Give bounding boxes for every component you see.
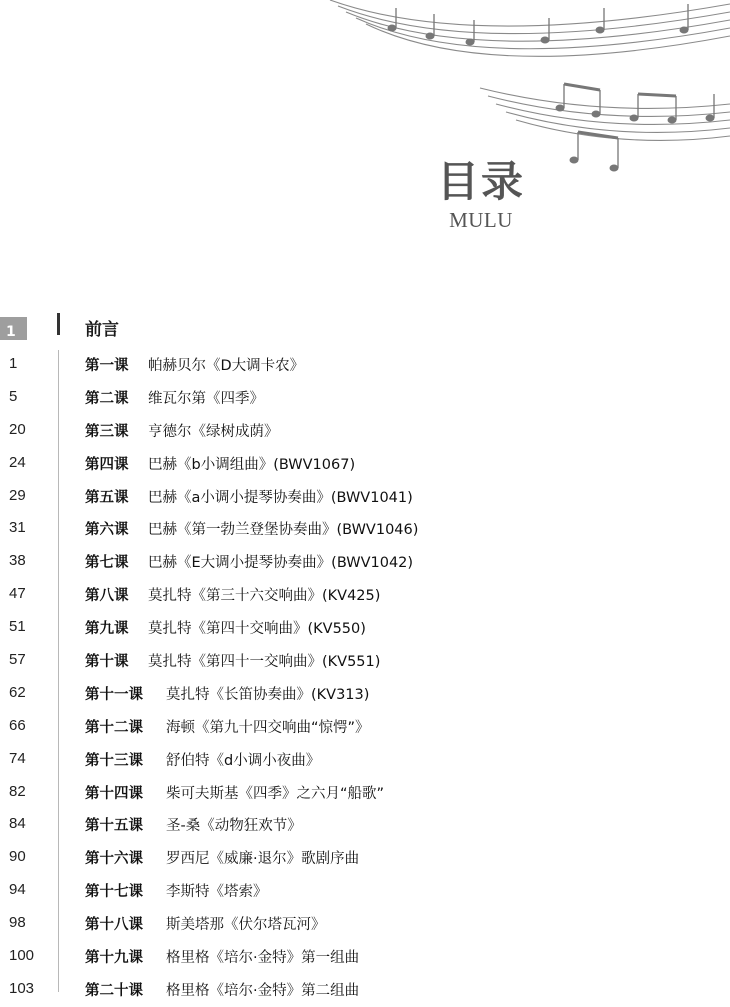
toc-work-title: 圣-桑《动物狂欢节》 — [166, 818, 302, 835]
toc-work-title: 巴赫《E大调小提琴协奏曲》(BWV1042) — [148, 555, 414, 572]
toc-lesson: 第七课 — [85, 555, 129, 572]
toc-work-title: 莫扎特《第三十六交响曲》(KV425) — [148, 588, 381, 605]
toc-lesson: 第十八课 — [85, 917, 143, 934]
toc-entry[interactable] — [0, 908, 730, 941]
toc-page-number: 103 — [9, 979, 35, 997]
toc-page-number: 90 — [9, 848, 26, 866]
toc-lesson: 第一课 — [85, 358, 129, 374]
toc-work-title: 舒伯特《d小调小夜曲》 — [166, 752, 321, 769]
toc-entry[interactable] — [0, 941, 730, 974]
toc-page-number: 38 — [9, 552, 26, 570]
toc-page-number: 98 — [9, 914, 26, 932]
toc-page-number: 5 — [9, 387, 18, 405]
toc-work-title: 亨德尔《绿树成荫》 — [148, 423, 279, 440]
toc-work-title: 罗西尼《威廉·退尔》歌剧序曲 — [166, 851, 360, 868]
toc-entry[interactable] — [0, 777, 730, 810]
toc-entry[interactable] — [0, 349, 730, 382]
toc-page-number: 29 — [9, 486, 26, 504]
toc-entry[interactable] — [0, 711, 730, 744]
toc-work-title: 莫扎特《第四十交响曲》(KV550) — [148, 621, 366, 638]
toc-entry[interactable] — [0, 612, 730, 645]
toc-lesson: 第十课 — [85, 654, 129, 671]
toc-work-title: 斯美塔那《伏尔塔瓦河》 — [166, 917, 326, 934]
toc-list — [0, 349, 730, 1007]
toc-page-number: 1 — [9, 355, 18, 372]
toc-page-number: 47 — [9, 585, 26, 603]
toc-lesson: 第十二课 — [85, 719, 143, 736]
toc-lesson: 第十九课 — [85, 950, 143, 967]
toc-work-title: 莫扎特《长笛协奏曲》(KV313) — [166, 686, 370, 703]
toc-work-title: 巴赫《第一勃兰登堡协奏曲》(BWV1046) — [148, 522, 419, 539]
toc-lesson: 第四课 — [85, 456, 129, 473]
page-title: 目录 — [436, 157, 525, 206]
section-marker — [57, 313, 60, 335]
toc-lesson: 第八课 — [85, 588, 129, 605]
toc-entry[interactable] — [0, 415, 730, 448]
page-number-tab: 1 — [0, 317, 27, 340]
toc-lesson: 第二十课 — [85, 982, 143, 999]
toc-lesson: 第十七课 — [85, 884, 143, 901]
toc-page-number: 74 — [9, 749, 26, 767]
toc-lesson: 第五课 — [85, 489, 129, 506]
toc-work-title: 李斯特《塔索》 — [166, 884, 268, 901]
toc-entry[interactable] — [0, 382, 730, 415]
toc-work-title: 巴赫《a小调小提琴协奏曲》(BWV1041) — [148, 489, 413, 506]
toc-work-title: 格里格《培尔·金特》第二组曲 — [166, 982, 360, 999]
toc-entry[interactable] — [0, 744, 730, 777]
toc-lesson: 第十六课 — [85, 851, 143, 868]
toc-lesson: 第十五课 — [85, 818, 143, 835]
toc-page-number: 20 — [9, 420, 26, 438]
toc-entry[interactable] — [0, 481, 730, 514]
toc-entry[interactable] — [0, 678, 730, 711]
toc-lesson: 第六课 — [85, 522, 129, 539]
toc-entry[interactable] — [0, 809, 730, 842]
toc-work-title: 格里格《培尔·金特》第一组曲 — [166, 950, 360, 967]
toc-page-number: 31 — [9, 519, 26, 537]
toc-entry[interactable] — [0, 513, 730, 546]
toc-work-title: 莫扎特《第四十一交响曲》(KV551) — [148, 654, 381, 671]
toc-page-number: 66 — [9, 716, 26, 734]
toc-lesson: 第十四课 — [85, 785, 143, 802]
toc-page-number: 84 — [9, 815, 26, 833]
toc-entry[interactable] — [0, 842, 730, 875]
toc-work-title: 维瓦尔第《四季》 — [148, 390, 264, 407]
toc-work-title: 帕赫贝尔《D大调卡农》 — [148, 358, 305, 374]
toc-entry[interactable] — [0, 546, 730, 579]
toc-page-number: 51 — [9, 618, 26, 636]
toc-entry[interactable] — [0, 974, 730, 1007]
toc-entry[interactable] — [0, 579, 730, 612]
toc-page-number: 62 — [9, 683, 26, 701]
music-staff-illustration — [0, 0, 730, 180]
toc-lesson: 第十三课 — [85, 752, 143, 769]
toc-lesson: 第三课 — [85, 423, 129, 440]
toc-work-title: 柴可夫斯基《四季》之六月“船歌” — [166, 785, 385, 802]
toc-lesson: 第十一课 — [85, 686, 143, 703]
toc-lesson: 第二课 — [85, 390, 129, 407]
toc-entry[interactable] — [0, 645, 730, 678]
toc-page-number: 94 — [9, 881, 26, 899]
toc-entry[interactable] — [0, 875, 730, 908]
toc-preface[interactable]: 前言 — [85, 320, 119, 340]
toc-work-title: 巴赫《b小调组曲》(BWV1067) — [148, 456, 356, 473]
toc-work-title: 海顿《第九十四交响曲“惊愕”》 — [166, 719, 370, 736]
toc-page-number: 24 — [9, 453, 26, 471]
toc-entry[interactable] — [0, 448, 730, 481]
toc-page-number: 100 — [9, 947, 35, 965]
page-subtitle: MULU — [449, 208, 513, 232]
toc-page-number: 57 — [9, 651, 26, 669]
toc-page-number: 82 — [9, 782, 26, 800]
toc-lesson: 第九课 — [85, 621, 129, 638]
